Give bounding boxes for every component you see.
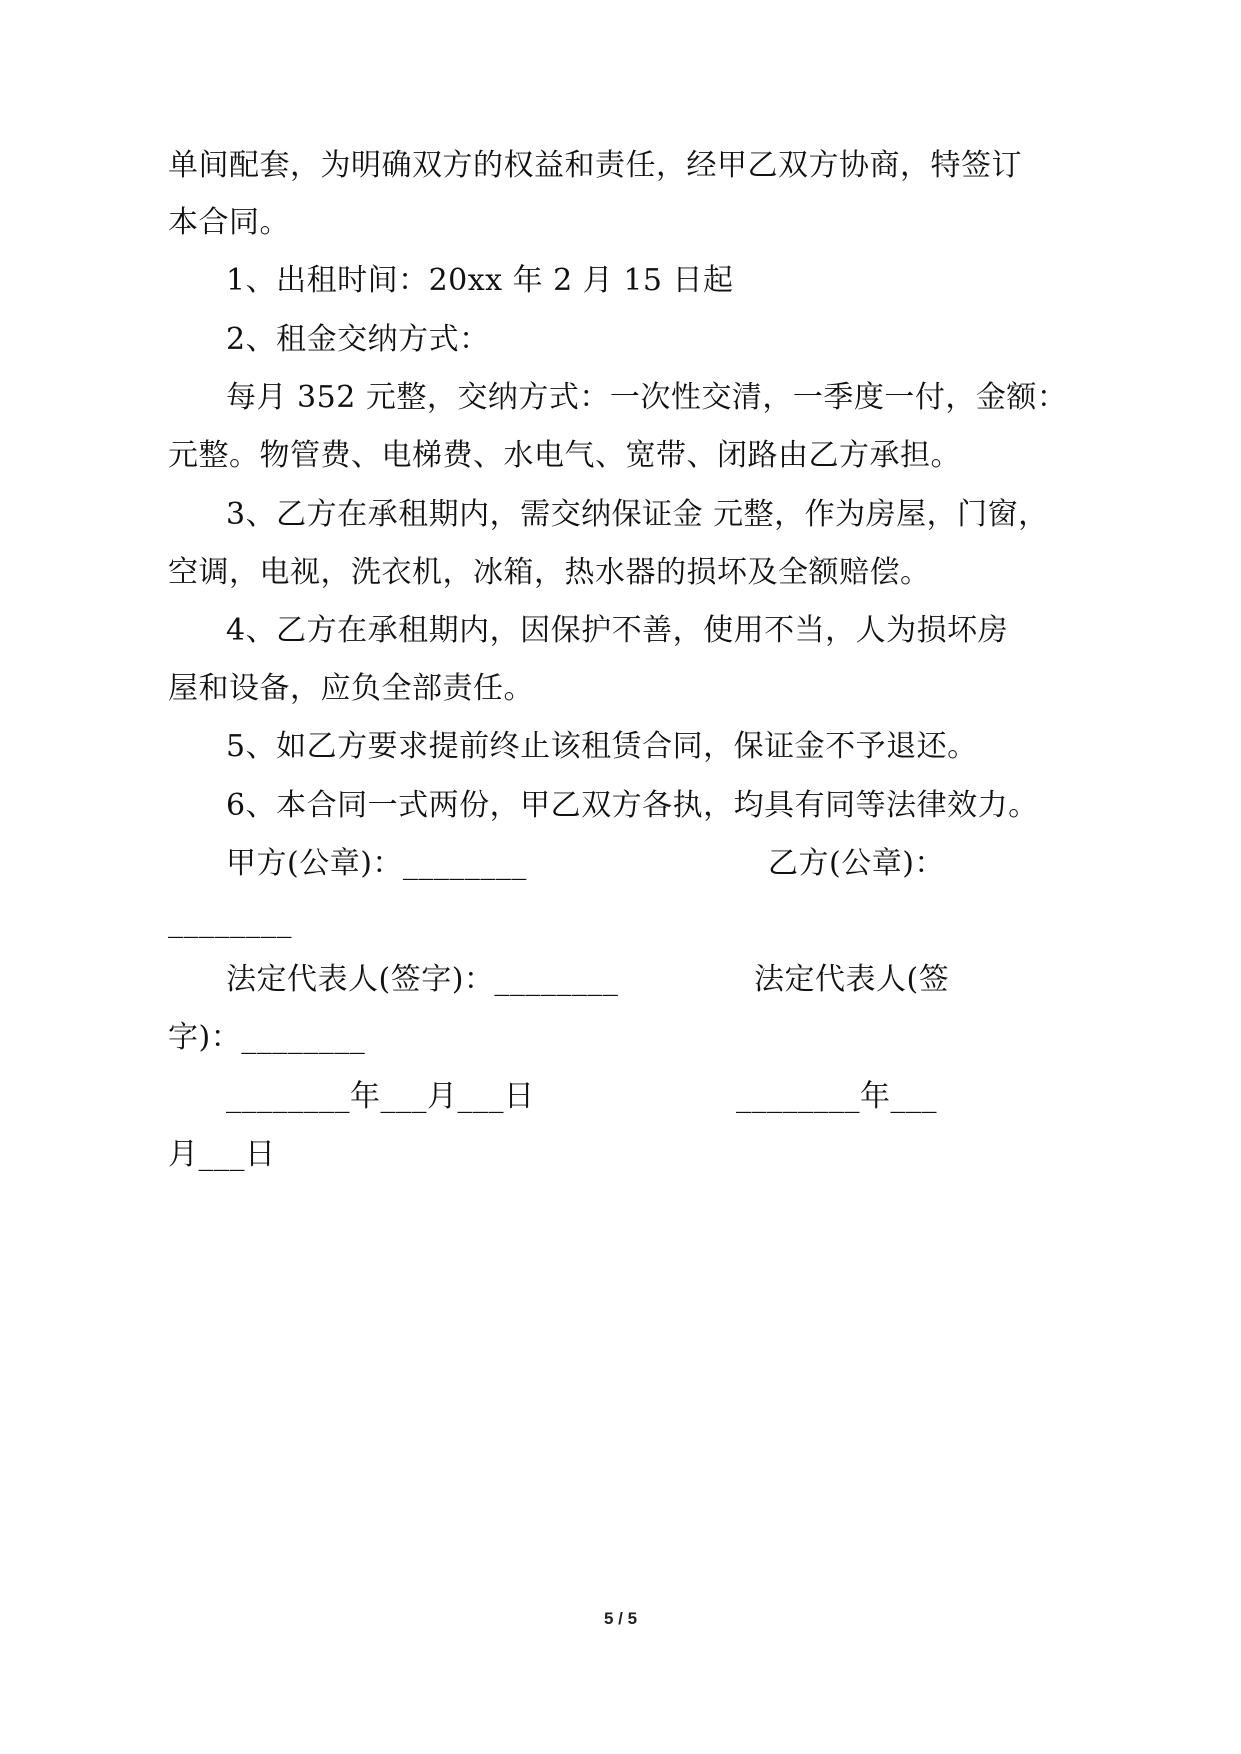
page-number: 5 / 5 [603, 1609, 638, 1628]
party-a-date-field: ________年___月___日 [226, 1079, 535, 1114]
party-b-representative-blank: 字)：________ [168, 1020, 366, 1055]
paragraph-line: 本合同。 [168, 205, 290, 240]
clause-4: 4、乙方在承租期内，因保护不善，使用不当，人为损坏房 [226, 613, 1009, 648]
party-b-representative-label: 法定代表人(签 [754, 962, 950, 997]
paragraph-line: 空调，电视，洗衣机，冰箱，热水器的损坏及全额赔偿。 [168, 555, 931, 590]
party-a-representative-field: 法定代表人(签字)：________ [226, 962, 619, 997]
party-b-date-field-cont: 月___日 [168, 1137, 276, 1172]
clause-3: 3、乙方在承租期内，需交纳保证金 元整，作为房屋，门窗， [226, 497, 1049, 532]
clause-5: 5、如乙方要求提前终止该租赁合同，保证金不予退还。 [226, 729, 978, 764]
clause-2: 2、租金交纳方式： [226, 322, 490, 357]
party-a-seal-field: 甲方(公章)：________ [226, 846, 527, 881]
party-b-date-field: ________年___ [736, 1079, 937, 1114]
clause-1: 1、出租时间：20xx 年 2 月 15 日起 [226, 263, 734, 298]
party-b-seal-label: 乙方(公章)： [768, 846, 945, 881]
paragraph-line: 屋和设备，应负全部责任。 [168, 671, 534, 706]
paragraph-line: 单间配套，为明确双方的权益和责任，经甲乙双方协商，特签订 [168, 148, 1022, 183]
clause-6: 6、本合同一式两份，甲乙双方各执，均具有同等法律效力。 [226, 788, 1039, 823]
party-b-seal-blank: ________ [168, 904, 292, 939]
paragraph-line: 元整。物管费、电梯费、水电气、宽带、闭路由乙方承担。 [168, 438, 961, 473]
rent-detail-line: 每月 352 元整，交纳方式：一次性交清，一季度一付，金额： [226, 380, 1068, 415]
